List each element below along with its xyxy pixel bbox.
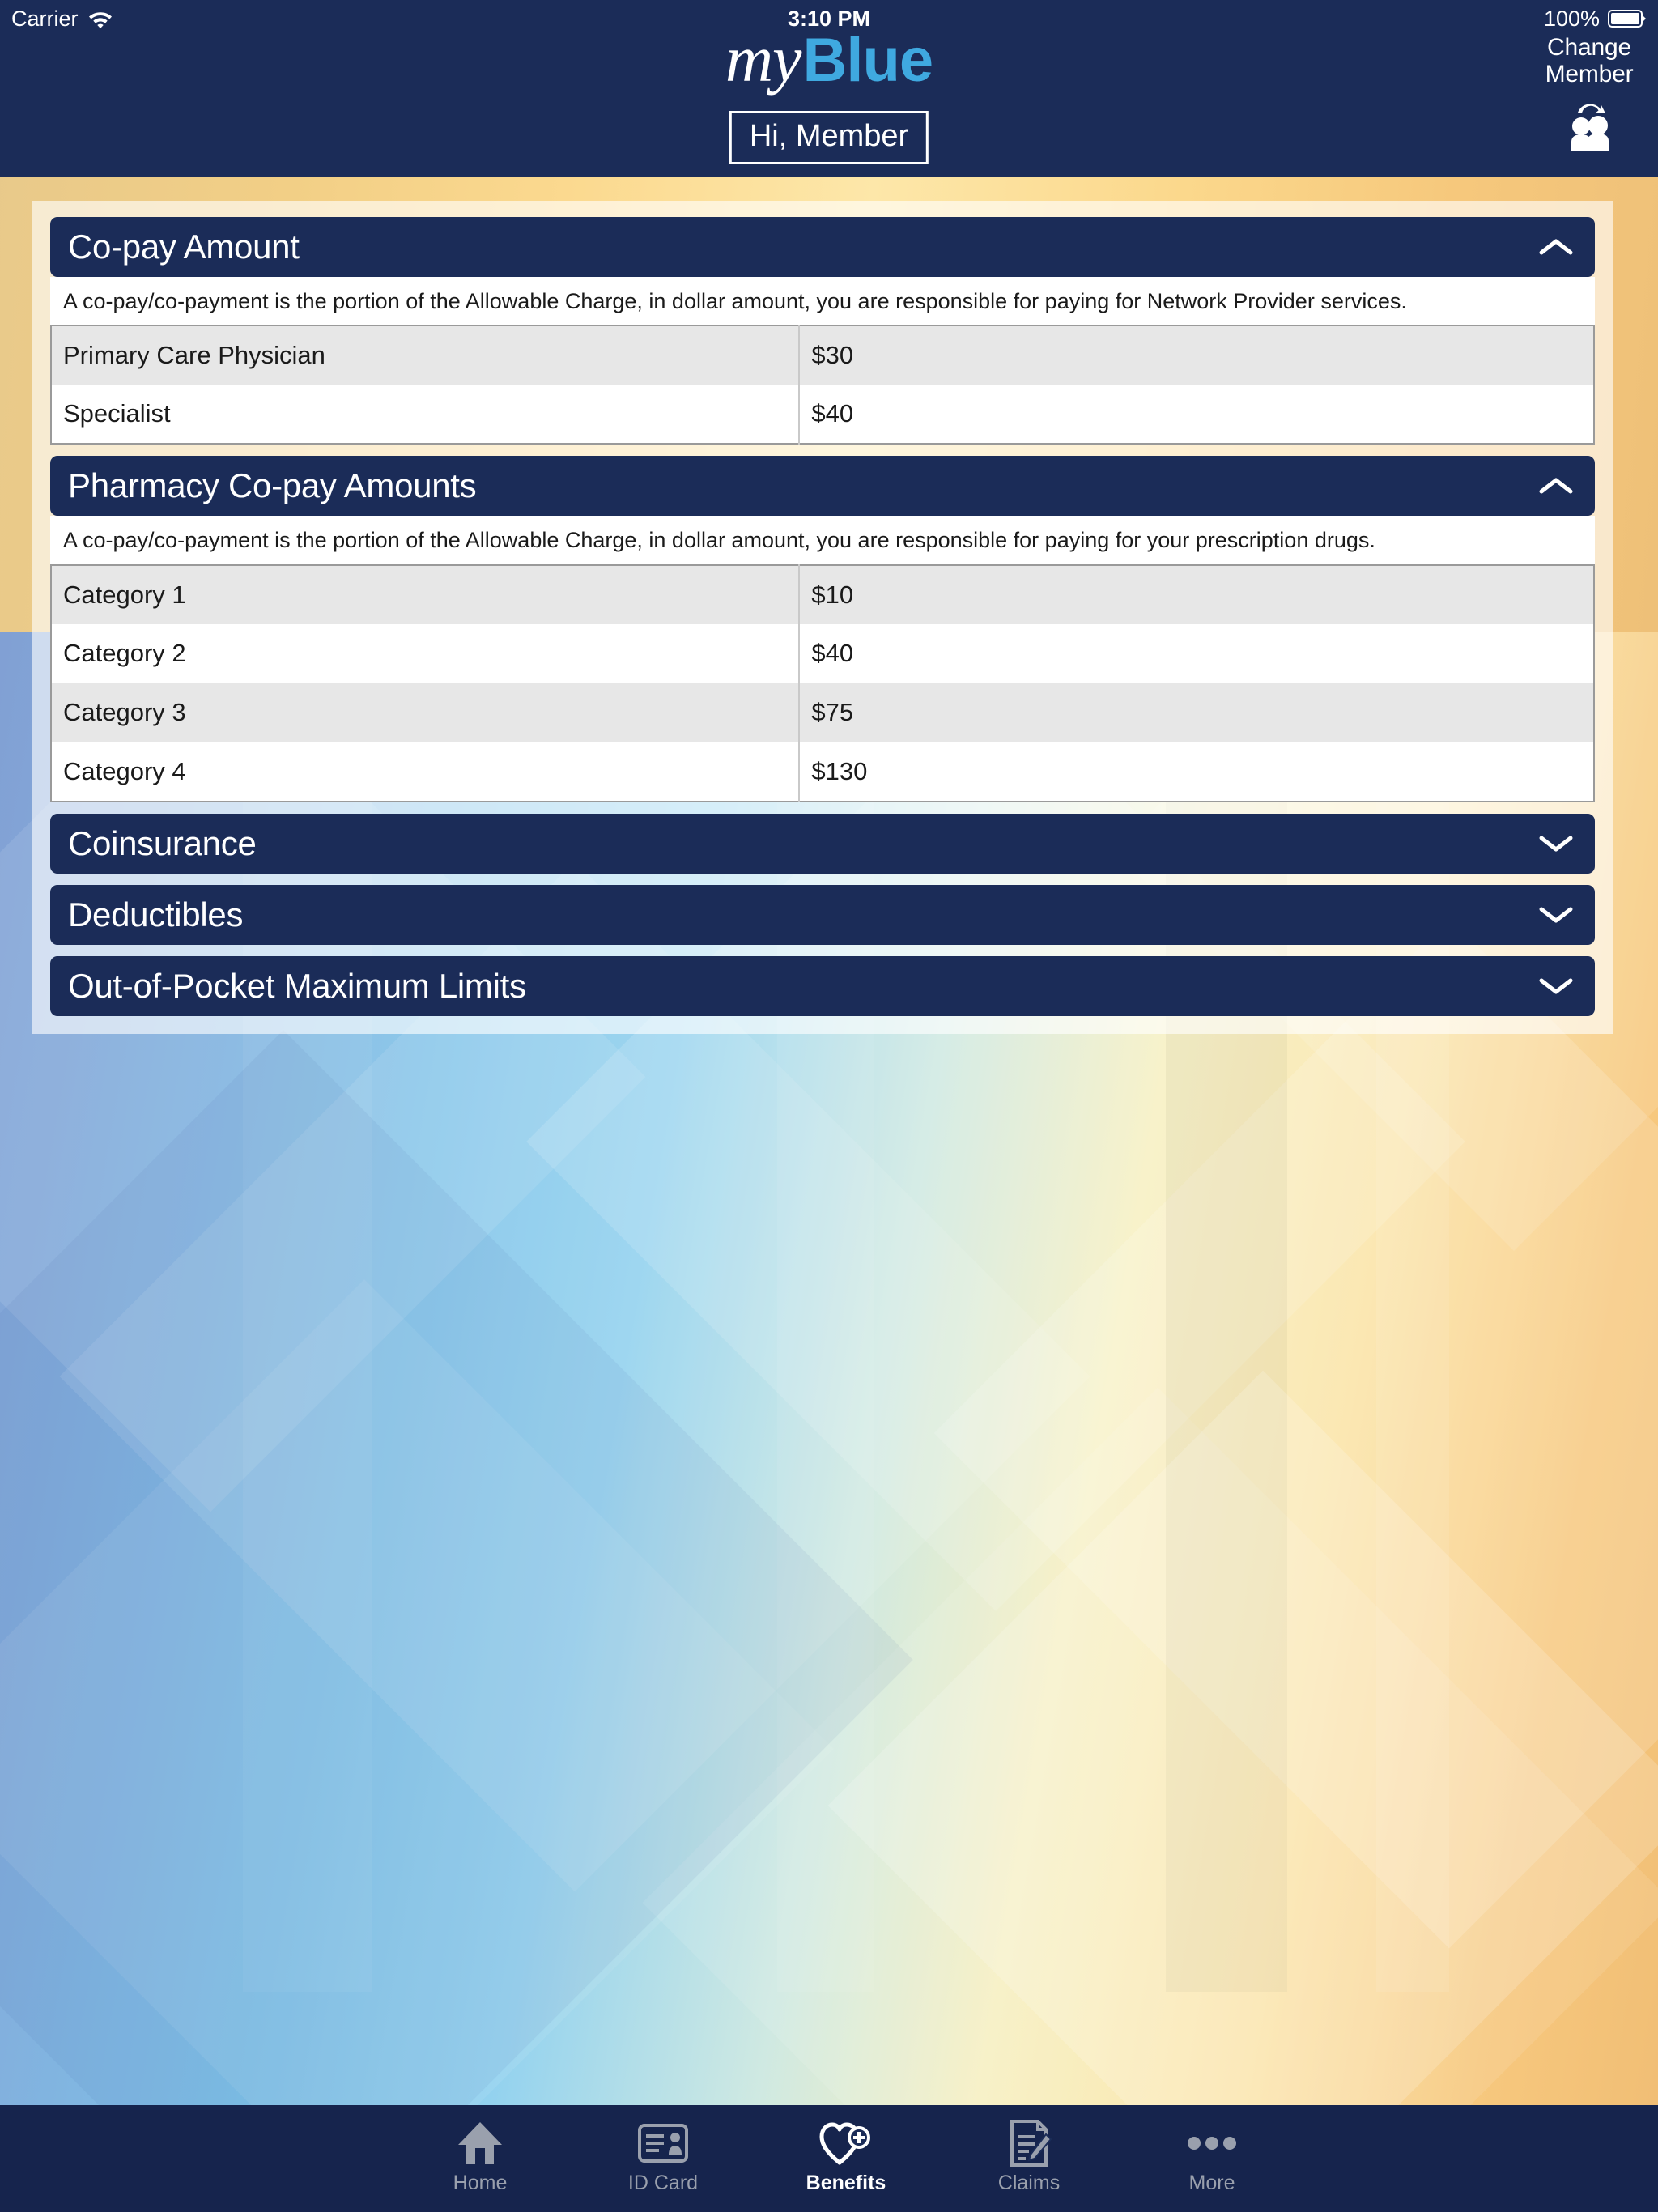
section-header-co-pay-amount[interactable] — [50, 217, 1595, 277]
section-header-coinsurance[interactable] — [50, 814, 1595, 874]
battery-percent-label: 100% — [1543, 6, 1600, 31]
section-pharmacy-co-pay-amounts — [50, 456, 1595, 802]
chevron-down-icon — [1538, 904, 1574, 925]
chevron-down-icon — [1538, 976, 1574, 997]
table-cell-label: Primary Care Physician — [51, 325, 799, 385]
heart-plus-icon — [819, 2118, 873, 2168]
tab-more[interactable] — [1120, 2118, 1303, 2193]
battery-icon — [1608, 9, 1647, 28]
section-co-pay-amount — [50, 217, 1595, 445]
tab-label-claims: Claims — [997, 2172, 1061, 2194]
chevron-up-icon — [1538, 236, 1574, 257]
ellipsis-icon — [1187, 2118, 1237, 2168]
table-cell-label: Category 4 — [51, 742, 799, 802]
document-pen-icon — [1005, 2118, 1052, 2168]
section-header-deductibles[interactable] — [50, 885, 1595, 945]
table-row[interactable] — [51, 325, 1594, 385]
section-description-pharmacy-co-pay-amounts: A co-pay/co-payment is the portion of the Allowable Charge, in dollar amount, you are responsible for paying for your prescription drugs. — [50, 516, 1595, 564]
id-card-icon — [638, 2118, 688, 2168]
change-member-label-line1: Change — [1547, 34, 1631, 61]
greeting-button[interactable]: Hi, Member — [729, 111, 929, 164]
table-row[interactable] — [51, 683, 1594, 742]
tab-benefits[interactable] — [755, 2118, 937, 2193]
table-row[interactable] — [51, 742, 1594, 802]
chevron-up-icon — [1538, 475, 1574, 496]
status-bar — [0, 0, 1658, 37]
section-header-out-of-pocket-maximum-limits[interactable] — [50, 956, 1595, 1016]
table-pharmacy-co-pay-amounts — [50, 564, 1595, 802]
chevron-down-icon — [1538, 833, 1574, 854]
tab-home[interactable] — [389, 2118, 572, 2193]
table-cell-value: $75 — [799, 683, 1594, 742]
section-title-deductibles: Deductibles — [68, 895, 244, 934]
table-row[interactable] — [51, 624, 1594, 683]
table-cell-label: Category 1 — [51, 565, 799, 624]
section-description-co-pay-amount: A co-pay/co-payment is the portion of the Allowable Charge, in dollar amount, you are responsible for paying for Network Provider services. — [50, 277, 1595, 325]
section-title-co-pay-amount: Co-pay Amount — [68, 228, 300, 266]
change-member-icon — [1528, 97, 1650, 151]
section-title-coinsurance: Coinsurance — [68, 823, 257, 862]
status-bar-time: 3:10 PM — [787, 6, 871, 31]
table-cell-value: $30 — [799, 325, 1594, 385]
table-cell-value: $40 — [799, 624, 1594, 683]
section-spacer — [50, 445, 1595, 456]
table-cell-label: Specialist — [51, 385, 799, 444]
section-header-pharmacy-co-pay-amounts[interactable] — [50, 456, 1595, 516]
tab-label-id-card: ID Card — [627, 2172, 699, 2194]
benefits-panel — [32, 201, 1613, 1034]
bottom-tab-bar — [0, 2105, 1658, 2212]
carrier-label: Carrier — [11, 6, 79, 31]
table-row[interactable] — [51, 385, 1594, 444]
logo-my-text: my — [725, 22, 801, 96]
table-cell-value: $10 — [799, 565, 1594, 624]
change-member-button[interactable] — [1528, 34, 1650, 151]
tab-claims[interactable] — [937, 2118, 1120, 2193]
tab-label-more: More — [1188, 2172, 1235, 2194]
tab-label-benefits: Benefits — [806, 2172, 886, 2194]
table-cell-value: $40 — [799, 385, 1594, 444]
table-co-pay-amount — [50, 325, 1595, 445]
section-title-out-of-pocket-maximum-limits: Out-of-Pocket Maximum Limits — [68, 966, 526, 1005]
section-title-pharmacy-co-pay-amounts: Pharmacy Co-pay Amounts — [68, 466, 477, 505]
table-cell-label: Category 3 — [51, 683, 799, 742]
table-cell-label: Category 2 — [51, 624, 799, 683]
tab-label-home: Home — [453, 2172, 508, 2194]
table-cell-value: $130 — [799, 742, 1594, 802]
logo-blue-text: Blue — [802, 26, 933, 95]
table-row[interactable] — [51, 565, 1594, 624]
change-member-label-line2: Member — [1545, 61, 1634, 87]
home-icon — [457, 2118, 504, 2168]
tab-id-card[interactable] — [572, 2118, 755, 2193]
status-bar-right — [1544, 0, 1647, 37]
